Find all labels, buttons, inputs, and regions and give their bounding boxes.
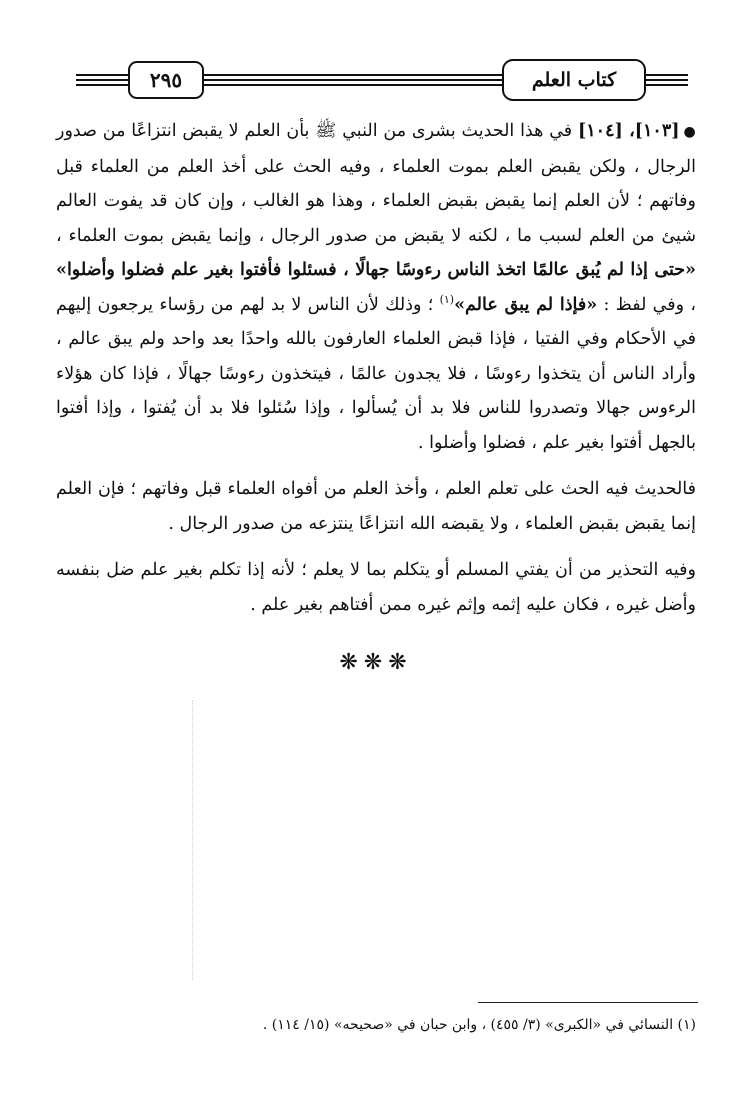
hadith-refs: [١٠٣]، [١٠٤] (577, 121, 680, 141)
paragraph-3: وفيه التحذير من أن يفتي المسلم أو يتكلم بما لا يعلم ؛ لأنه إذا تكلم بغير علم ضل بنفسه وأضل غيره ، فكان عليه إثمه وإثم غيره ممن أفتاهم بغير علم . (56, 560, 696, 615)
page-number: ٢٩٥ (128, 61, 204, 99)
footnote: (١) النسائي في «الكبرى» (٣/ ٤٥٥) ، وابن حبان في «صحيحه» (١٥/ ١١٤) . (262, 1017, 696, 1033)
paragraph-2: فالحديث فيه الحث على تعلم العلم ، وأخذ العلم من أفواه العلماء قبل وفاتهم ؛ فإن العلم إنما يقبض بقبض العلماء ، ولا يقبضه الله انتزاعًا ينتزعه من صدور الرجال . (56, 479, 696, 534)
main-text (56, 114, 696, 681)
footnote-rule (478, 1002, 698, 1003)
bullet-icon: ● (683, 124, 696, 140)
page-header (76, 56, 688, 102)
paragraph-1-text-b: ، وفي لفظ : (597, 294, 696, 315)
paragraph-1-text-c: ؛ وذلك لأن الناس لا بد لهم من رؤساء يرجعون إليهم في الأحكام وفي الفتيا ، فإذا قبض العلماء العارفون بالله واحدًا بعد واحد ولم يبق عالم ، وأراد الناس أن يتخذوا رءوسًا ، فلا يجدون عالمًا ، فيتخذون رءوسًا جهالًا ، فإذا كان هؤلاء الرءوس جهالا وتصدروا للناس فلا بد أن يُسألوا ، وإذا سُئلوا فلا بد أن يُفتوا ، وإذا أفتوا بالجهل أفتوا بغير علم ، فضلوا وأضلوا . (56, 294, 696, 453)
hadith-quote-2: «فإذا لم يبق عالم» (454, 294, 598, 315)
section-divider: ❋❋❋ (339, 650, 413, 675)
scan-guide-line (192, 700, 193, 980)
book-title: كتاب العلم (502, 59, 646, 101)
footnote-marker[interactable]: (١) (439, 292, 455, 306)
hadith-quote-1: «حتى إذا لم يُبق عالمًا اتخذ الناس رءوسًا جهالًا ، فسئلوا فأفتوا بغير علم فضلوا وأضلوا» (56, 260, 696, 280)
paragraph-1 (56, 114, 696, 460)
paragraph-1-text-a: في هذا الحديث بشرى من النبي ﷺ بأن العلم لا يقبض انتزاعًا من صدور الرجال ، ولكن يقبض العلم بموت العلماء ، وفيه الحث على أخذ العلم من العلماء قبل وفاتهم ؛ لأن العلم إنما يقبض بقبض العلماء ، وهذا هو الغالب ، وإن كان قد يفوت العالم شيئ من العلم لسبب ما ، لكنه لا يقبض من صدور الرجال ، وإنما يقبض بموت العلماء ، (56, 121, 696, 246)
